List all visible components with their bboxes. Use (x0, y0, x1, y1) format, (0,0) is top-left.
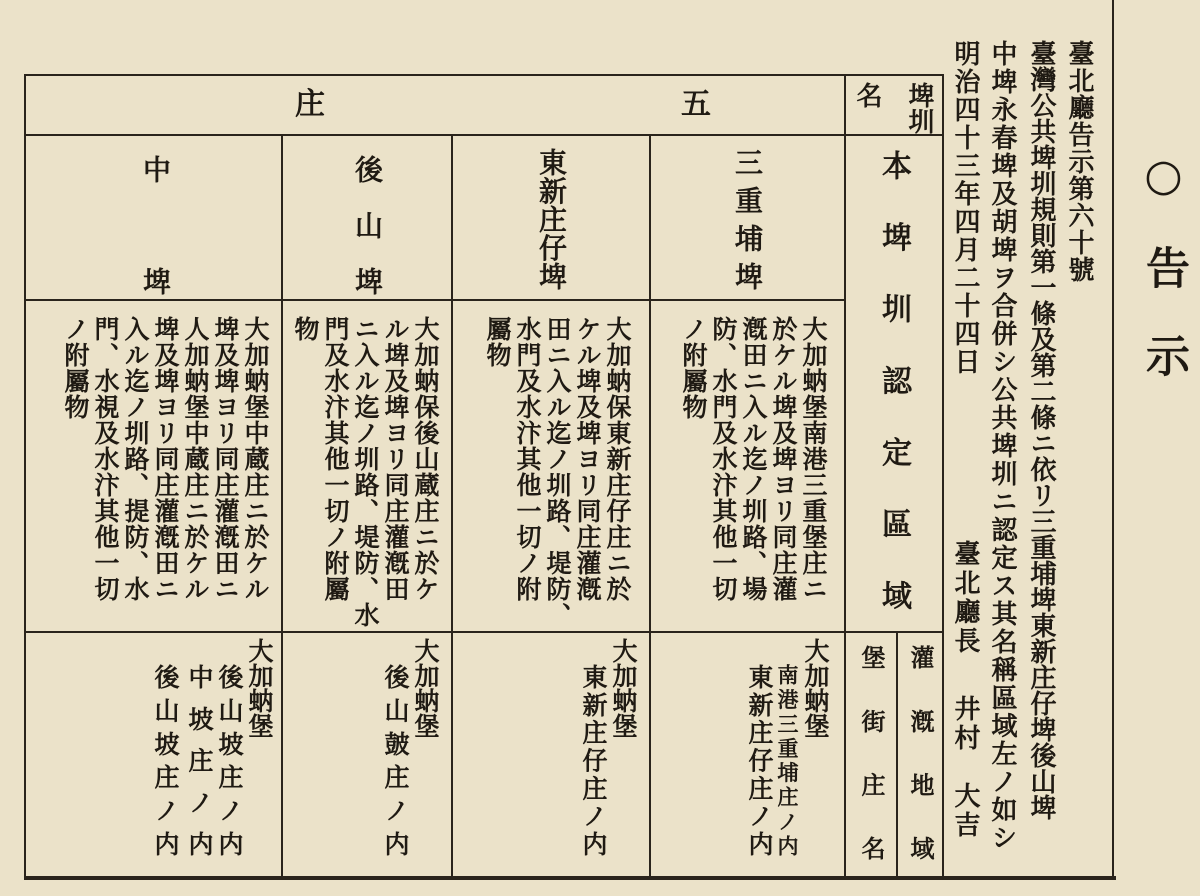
village-label: 堡街庄名 (857, 645, 886, 860)
location-line: 東新庄仔庄ノ内 (579, 664, 608, 856)
desc-line: 大加蚋保東新庄仔庄ニ於 (603, 316, 632, 602)
desc-line: 屬物 (483, 316, 512, 368)
canal-description (452, 316, 632, 628)
desc-line: ケル埤及埤ヨリ同庄灌漑 (573, 316, 602, 602)
desc-line: 門、水視及水汴其他一切 (91, 316, 120, 602)
location-line: 後山坡庄ノ内 (151, 664, 180, 856)
section-heading (1138, 150, 1188, 421)
table-top-border (24, 74, 944, 76)
notice-body-line: 臺灣公共埤圳規則第一條及第二條ニ依リ三重埔埤東新庄仔埤後山埤 (1026, 40, 1056, 820)
bottom-rule (24, 876, 1116, 880)
desc-row-divider (24, 631, 944, 633)
desc-line: 埤及埤ヨリ同庄灌漑田ニ (211, 316, 240, 602)
canal-location (650, 638, 830, 856)
desc-line: 門及水汴其他一切ノ附屬 (321, 316, 350, 602)
region-label: 本埤圳認定區域 (876, 150, 911, 610)
location-line: 中坡庄ノ内 (185, 664, 214, 856)
location-line: 大加蚋堡 (801, 638, 830, 738)
desc-line: 物 (291, 316, 320, 342)
signatory-title: 臺北廳長 (950, 540, 980, 656)
canal-name: 中埤 (139, 155, 172, 295)
desc-line: ノ附屬物 (61, 316, 90, 420)
irrigation-label: 灌漑地域 (906, 645, 935, 860)
canal-location (282, 638, 440, 856)
desc-line: 漑田ニ入ル迄ノ圳路、場 (739, 316, 768, 602)
desc-line: ノ附屬物 (679, 316, 708, 420)
desc-line: 大加蚋堡南港三重堡庄ニ (799, 316, 828, 602)
location-line: 大加蚋堡 (411, 638, 440, 738)
canal-description (282, 316, 440, 628)
notice-date: 明治四十三年四月二十四日 (950, 40, 980, 376)
location-line: 南港三重埔庄ノ内 (775, 664, 800, 856)
signatory-name: 井村 大吉 (950, 695, 980, 840)
desc-line: 田ニ入ル迄ノ圳路、堤防、 (543, 316, 572, 628)
label-split-divider (896, 631, 898, 878)
desc-line: 大加蚋堡中蔵庄ニ於ケル (241, 316, 270, 602)
location-line: 東新庄仔庄ノ内 (745, 664, 774, 856)
desc-line: 於ケル埤及埤ヨリ同庄灌 (769, 316, 798, 602)
table-right-border (942, 74, 944, 878)
desc-line: 人加蚋堡中蔵庄ニ於ケル (181, 316, 210, 602)
name-row-divider (24, 299, 846, 301)
header-row-divider (24, 134, 944, 136)
location-line: 大加蚋堡 (245, 638, 274, 738)
desc-line: 入ル迄ノ圳路、提防、水 (121, 316, 150, 602)
outer-right-rule (1112, 0, 1114, 880)
desc-line: ル埤及埤ヨリ同庄灌漑田 (381, 316, 410, 602)
desc-line: 防、水門及水汴其他一切 (709, 316, 738, 602)
canal-name: 三重埔埤 (731, 148, 764, 290)
notice-number: 臺北廳告示第六十號 (1064, 40, 1094, 283)
desc-line: 大加蚋保後山蔵庄ニ於ケ (411, 316, 440, 602)
canal-description (26, 316, 270, 602)
group-label-b: 庄 (295, 87, 325, 122)
canal-name: 後山埤 (351, 155, 384, 295)
location-line: 後山皷庄ノ内 (381, 664, 410, 856)
canal-location (26, 638, 274, 856)
canal-name: 東新庄仔埤 (535, 148, 568, 290)
desc-line: 水門及水汴其他一切ノ附 (513, 316, 542, 602)
heading-marker: ○ (1138, 150, 1189, 245)
name-label-a: 埤圳 (904, 82, 934, 134)
group-label-a: 五 (681, 87, 711, 122)
desc-line: 埤及埤ヨリ同庄灌漑田ニ (151, 316, 180, 602)
desc-line: ニ入ル迄ノ圳路、堤防、水 (351, 316, 380, 628)
location-line: 大加蚋堡 (609, 638, 638, 738)
location-line: 後山坡庄ノ内 (215, 664, 244, 856)
name-label-b: 名 (852, 82, 882, 108)
notice-body-line: 中埤永春埤及胡埤ヲ合併シ公共埤圳ニ認定ス其名稱區域左ノ如シ (987, 40, 1017, 852)
header-column-divider (844, 74, 846, 878)
heading-text: 告示 (1138, 245, 1189, 421)
canal-description (650, 316, 828, 602)
canal-location (452, 638, 638, 856)
